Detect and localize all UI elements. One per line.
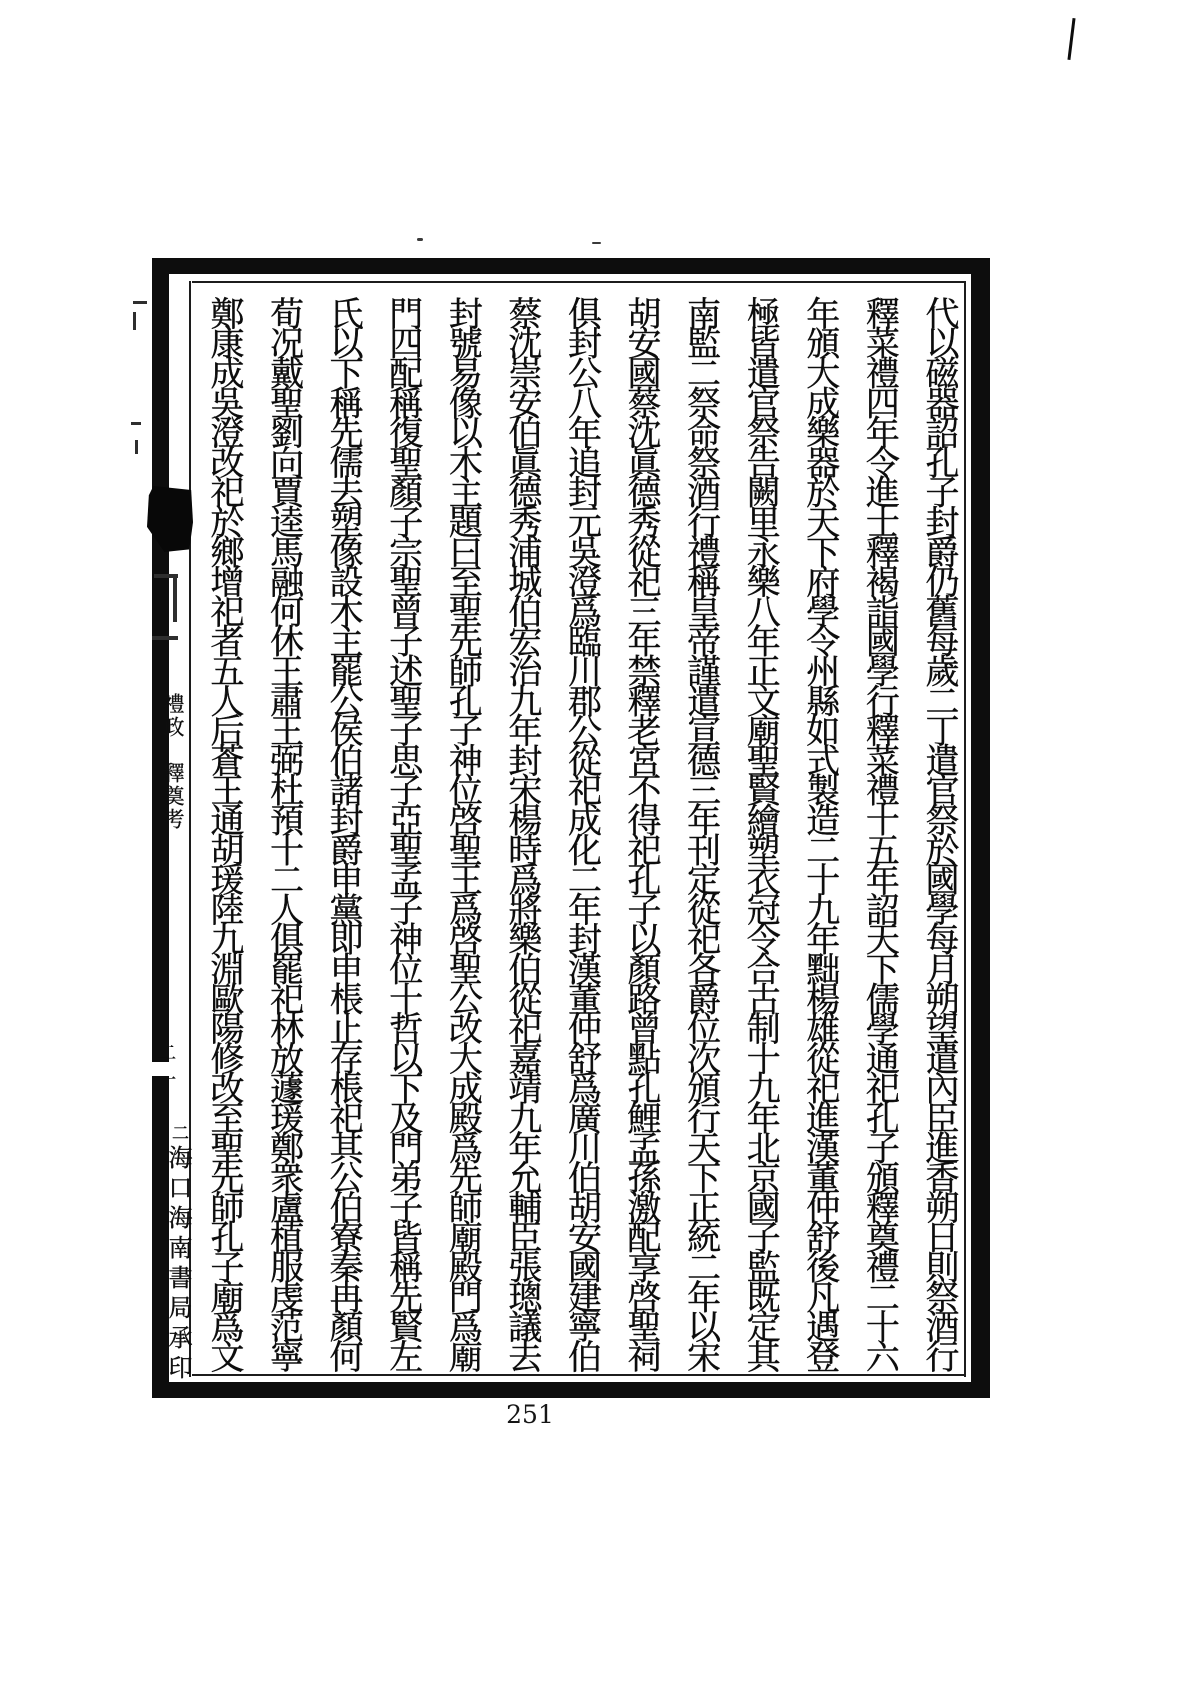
glyph-fragment (133, 301, 147, 304)
glyph-fragment (173, 578, 177, 622)
spine-section-label: 禮政 (161, 693, 185, 739)
folio-mark: 二 (153, 1042, 177, 1069)
spine-folio-number (153, 1042, 177, 1112)
publisher-name: 海口海南書局承印 (164, 1145, 192, 1385)
scan-speck (417, 238, 423, 241)
glyph-fragment (135, 440, 138, 454)
glyph-fragment (152, 636, 178, 640)
text-column-5: 南監二祭命祭酒行禮稱皇帝謹遣宣德三年刊定從祀各爵位次頒行天下正統二年以宋 (680, 296, 721, 1369)
text-column-13: 鄭康成吳澄改祀於鄉增祀者五人后蒼王通胡瑗陸九淵歐陽修改至聖先師孔子廟爲文 (204, 296, 244, 1369)
text-column-1: 代以磁器詔孔子封爵仍舊每歲二丁遣官祭於國學每月朔望遣內臣進香朔日則祭酒行 (918, 296, 959, 1369)
text-column-9: 封號易像以木主題曰至聖先師孔子神位啓聖王爲啓聖公改大成殿爲先師廟殿門爲廟 (442, 296, 483, 1369)
scan-speck (592, 242, 601, 244)
glyph-fragment (131, 422, 141, 425)
folio-mark: 一 (153, 1069, 177, 1096)
text-column-6: 胡安國蔡沈眞德秀從祀三年禁釋老宮不得祀孔子以顏路曾點孔鯉孟孫激配享啓聖祠 (621, 296, 662, 1369)
folio-mark: 二 (168, 1124, 188, 1145)
text-column-8: 蔡沈崇安伯眞德秀浦城伯宏治九年封宋楊時爲將樂伯從祀嘉靖九年允輔臣張璁議去 (501, 296, 542, 1369)
spine-publisher-colophon (164, 1124, 192, 1444)
text-column-12: 荀况戴聖劉向賈逵馬融何休王肅王弼杜預十二人俱罷祀林放蘧瑗鄭衆盧植服虔范寧 (263, 296, 304, 1369)
text-column-4: 極皆遣官祭告闕里永樂八年正文廟聖賢繪塑衣冠令合古制十九年北京國子監既定其 (740, 296, 781, 1369)
text-block (196, 296, 966, 1392)
text-column-2: 釋菜禮四年令進士釋褐詣國學行釋菜禮十五年詔天下儒學通祀孔子頒釋奠禮二十六 (859, 296, 900, 1369)
text-column-10: 門四配稱復聖顏子宗聖曾子述聖子思子亞聖孟子神位十哲以下及門弟子皆稱先賢左 (382, 296, 423, 1369)
frame-border-right (971, 258, 990, 1398)
spine-subsection-label: 釋奠考 (161, 762, 185, 831)
frame-border-left-segment (152, 258, 169, 502)
scan-mark-top-right (1067, 18, 1075, 60)
glyph-fragment (133, 312, 136, 330)
text-column-3: 年頒大成樂器於天下府學令州縣如式製造二十九年黜楊雄從祀進漢董仲舒後凡遇登 (799, 296, 840, 1369)
frame-border-top (158, 258, 990, 274)
text-column-11: 氏以下稱先儒去塑像設木主罷公侯伯諸封爵申黨即申棖止存棖祀其公伯寮秦冉顏何 (323, 296, 364, 1369)
frame-inner-line-top (192, 281, 966, 283)
page-number: 251 (506, 1400, 554, 1429)
text-column-7: 俱封公八年追封元吳澄爲臨川郡公從祀成化二年封漢董仲舒爲廣川伯胡安國建寧伯 (561, 296, 602, 1369)
